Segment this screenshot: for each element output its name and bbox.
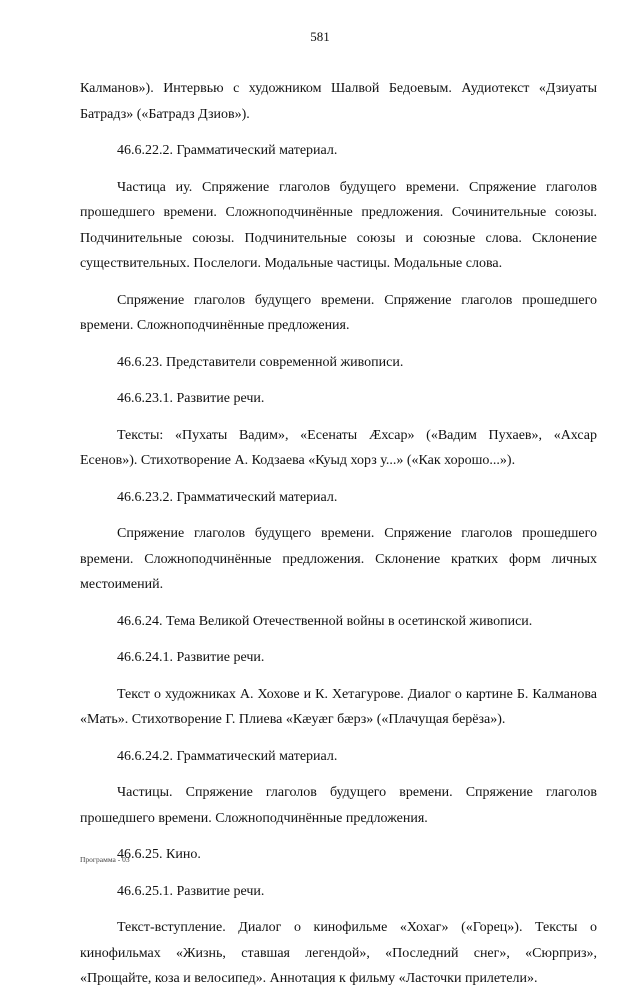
paragraph: Частица иу. Спряжение глаголов будущего времени. Спряжение глаголов прошедшего времени. Сложноподчинённые предложения. Сочинительные союзы. Подчинительные союзы. Подчинительные союзы и союзные слова. Склонение существительных. Послелоги. Модальные частицы. Модальные слова. (80, 179, 597, 271)
section-heading-46-6-24-2: 46.6.24.2. Грамматический материал. (117, 748, 338, 764)
section-heading-46-6-23: 46.6.23. Представители современной живописи. (117, 354, 404, 370)
paragraph: Текст-вступление. Диалог о кинофильме «Хохаг» («Горец»). Тексты о кинофильмах «Жизнь, ставшая легендой», «Последний снег», «Сюрприз», «Прощайте, коза и велосипед». Аннотация к фильму «Ласточки прилетели». (80, 920, 597, 986)
paragraph: Спряжение глаголов будущего времени. Спряжение глаголов прошедшего времени. Сложноподчинённые предложения. Склонение кратких форм личных местоимений. (80, 526, 597, 592)
paragraph-continuation: Калманов»). Интервью с художником Шалвой Бедоевым. Аудиотекст «Дзиуаты Батрадз» («Батрадз Дзиов»). (80, 81, 597, 122)
section-heading-46-6-25-1: 46.6.25.1. Развитие речи. (117, 883, 265, 899)
page-footer: Программа - 03 (80, 855, 130, 864)
section-heading-46-6-24: 46.6.24. Тема Великой Отечественной войны в осетинской живописи. (117, 613, 533, 629)
paragraph: Текст о художниках А. Хохове и К. Хетагурове. Диалог о картине Б. Калманова «Мать». Стихотворение Г. Плиева «Кæуæг бæрз» («Плачущая берёза»). (80, 686, 597, 727)
section-heading-46-6-23-1: 46.6.23.1. Развитие речи. (117, 391, 265, 406)
section-heading-46-6-25: 46.6.25. Кино. (117, 847, 201, 862)
section-heading-46-6-24-1: 46.6.24.1. Развитие речи. (117, 650, 265, 665)
page-number: 581 (310, 29, 330, 44)
section-heading-46-6-23-2: 46.6.23.2. Грамматический материал. (117, 489, 338, 505)
paragraph: Частицы. Спряжение глаголов будущего времени. Спряжение глаголов прошедшего времени. Сложноподчинённые предложения. (80, 785, 597, 826)
paragraph: Спряжение глаголов будущего времени. Спряжение глаголов прошедшего времени. Сложноподчинённые предложения. (80, 292, 597, 333)
section-heading-46-6-22-2: 46.6.22.2. Грамматический материал. (117, 143, 338, 158)
paragraph: Тексты: «Пухаты Вадим», «Есенаты Æхсар» («Вадим Пухаев», «Ахсар Есенов»). Стихотворение А. Кодзаева «Куыд хорз у...» («Как хорошо...»). (80, 427, 597, 468)
page-body (80, 76, 597, 1003)
